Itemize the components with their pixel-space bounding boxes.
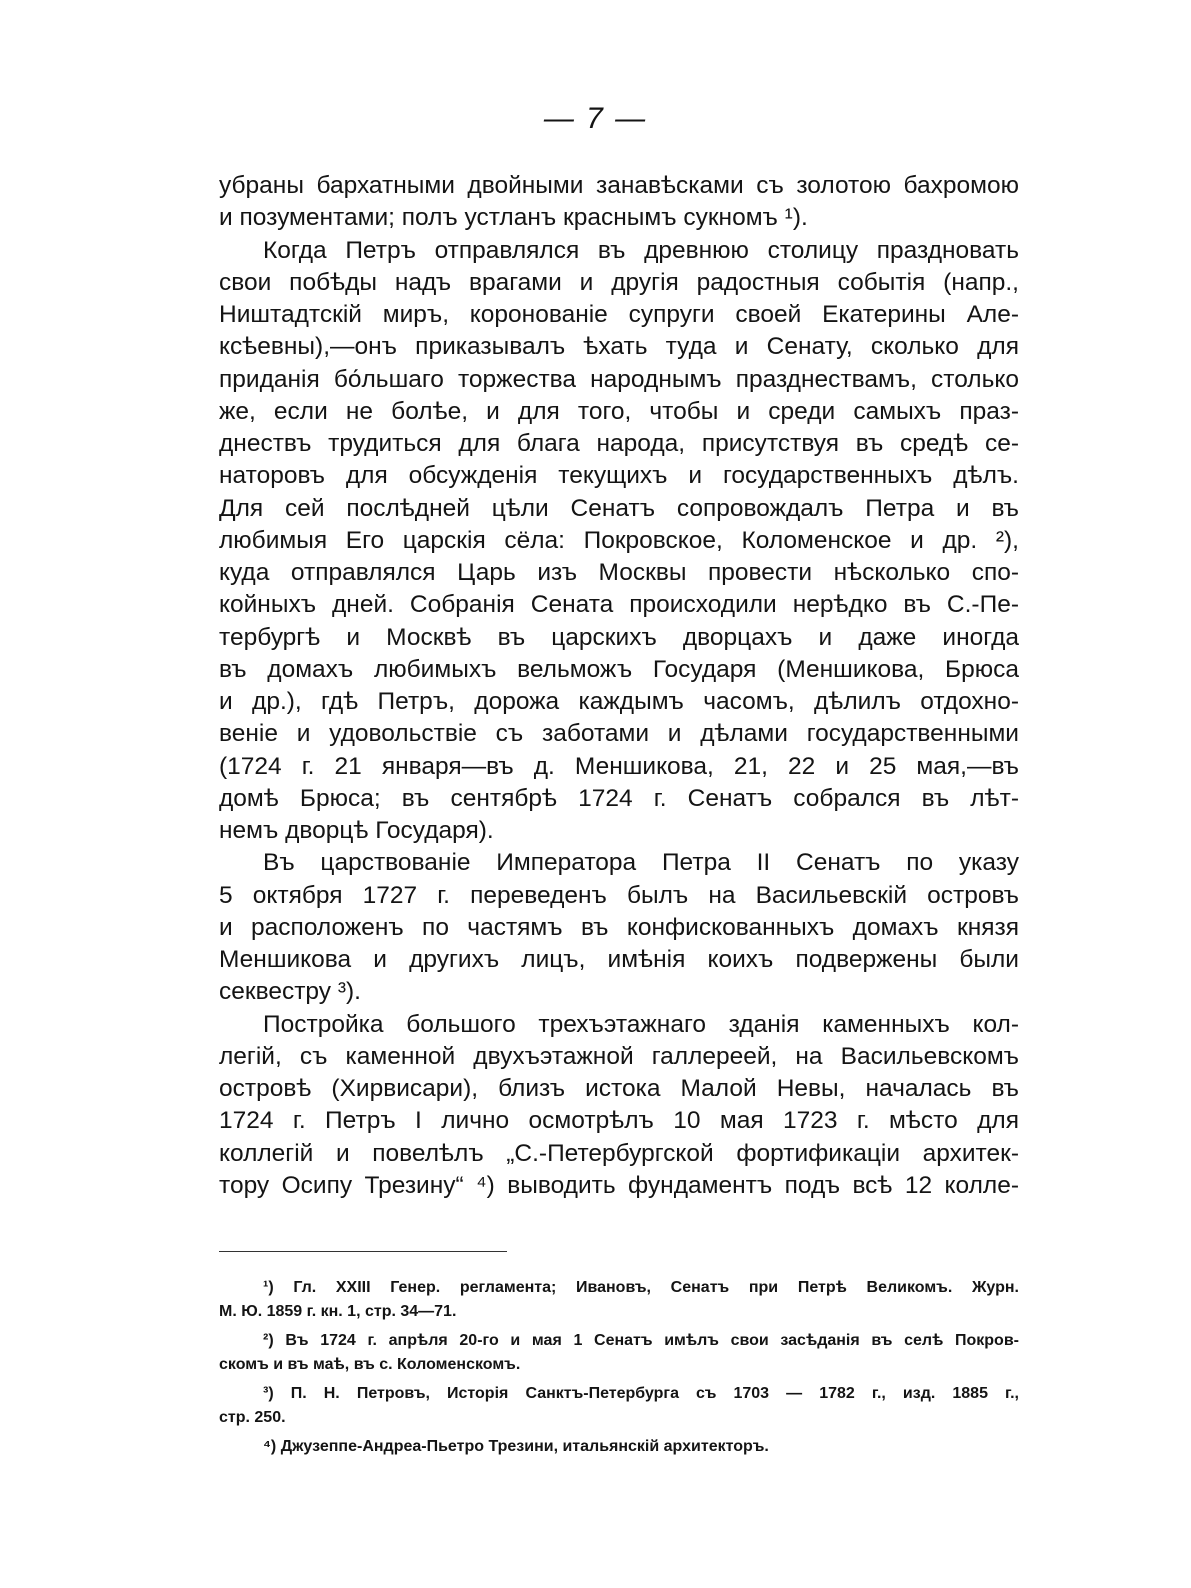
text-line: койныхъ дней. Собранія Сената происходили нерѣдко въ С.-Пе- xyxy=(219,591,1019,619)
text-line: немъ дворцѣ Государя). xyxy=(219,817,494,844)
text-line: домѣ Брюса; въ сентябрѣ 1724 г. Сенатъ собрался въ лѣт- xyxy=(219,784,1019,812)
text-line: тору Осипу Трезину“ ⁴) выводить фундаментъ подъ всѣ 12 колле- xyxy=(219,1171,1019,1199)
footnotes xyxy=(219,1276,1019,1459)
footnote-3 xyxy=(219,1382,1019,1429)
footnote-1 xyxy=(219,1276,1019,1323)
text-line: 5 октября 1727 г. переведенъ былъ на Васильевскій островъ xyxy=(219,881,1019,909)
footnote-line: М. Ю. 1859 г. кн. 1, стр. 34—71. xyxy=(219,1302,457,1320)
text-line: днествъ трудиться для блага народа, присутствуя въ средѣ се- xyxy=(219,430,1019,457)
text-line: (1724 г. 21 января—въ д. Меншикова, 21, 22 и 25 мая,—въ xyxy=(219,752,1019,780)
text-line: и расположенъ по частямъ въ конфискованныхъ домахъ князя xyxy=(219,913,1019,941)
text-line: секвестру ³). xyxy=(219,978,361,1006)
text-line: ксѣевны),—онъ приказывалъ ѣхать туда и Сенату, сколько для xyxy=(219,333,1019,361)
text-line: и др.), гдѣ Петръ, дорожа каждымъ часомъ, дѣлилъ отдохно- xyxy=(219,688,1019,715)
text-line: убраны бархатными двойными занавѣсками съ золотою бахромою xyxy=(219,172,1019,199)
text-line: Для сей послѣдней цѣли Сенатъ сопровождалъ Петра и въ xyxy=(219,494,1019,522)
footnote-line: стр. 250. xyxy=(219,1408,286,1426)
text-line: Когда Петръ отправлялся въ древнюю столицу праздновать xyxy=(263,236,1019,264)
text-line: Меншикова и другихъ лицъ, имѣнія коихъ подвержены были xyxy=(219,946,1019,973)
text-line: же, если не болѣе, и для того, чтобы и среди самыхъ праз- xyxy=(219,397,1019,425)
text-line: веніе и удовольствіе съ заботами и дѣлами государственными xyxy=(219,720,1019,748)
text-line: въ домахъ любимыхъ вельможъ Государя (Меншикова, Брюса xyxy=(219,655,1019,683)
text-line: коллегій и повелѣлъ „С.-Петербургской фортификаціи архитек- xyxy=(219,1139,1019,1167)
text-line: тербургѣ и Москвѣ въ царскихъ дворцахъ и даже иногда xyxy=(219,623,1019,651)
text-line: Ништадтскій миръ, коронованіе супруги своей Екатерины Але- xyxy=(219,301,1019,328)
text-line: и позументами; полъ устланъ краснымъ сукномъ ¹). xyxy=(219,204,808,232)
footnote-line: ⁴) Джузеппе-Андреа-Пьетро Трезини, итальянскій архитекторъ. xyxy=(263,1438,769,1455)
footnote-4 xyxy=(219,1435,1019,1459)
footnote-line: ³) П. Н. Петровъ, Исторія Санктъ-Петербурга съ 1703 — 1782 г., изд. 1885 г., xyxy=(263,1385,1019,1402)
page-number: — 7 — xyxy=(543,102,648,135)
text-line: свои побѣды надъ врагами и другія радостныя событія (напр., xyxy=(219,268,1019,296)
text-line: легій, съ каменной двухъэтажной галлереей, на Васильевскомъ xyxy=(219,1042,1019,1070)
text-line: Въ царствованіе Императора Петра II Сенатъ по указу xyxy=(263,849,1019,877)
footnote-2 xyxy=(219,1329,1019,1376)
text-line: островѣ (Хирвисари), близъ истока Малой Невы, началась въ xyxy=(219,1075,1019,1102)
text-line: куда отправлялся Царь изъ Москвы провести нѣсколько спо- xyxy=(219,559,1019,586)
text-line: наторовъ для обсужденія текущихъ и государственныхъ дѣлъ. xyxy=(219,462,1019,490)
paragraph-2 xyxy=(219,235,1019,848)
text-line: Постройка большого трехъэтажнаго зданія каменныхъ кол- xyxy=(263,1010,1019,1038)
main-text xyxy=(219,170,1019,1202)
footnote-separator-rule xyxy=(219,1251,507,1252)
footnote-line: ¹) Гл. XXIII Генер. регламента; Ивановъ, Сенатъ при Петрѣ Великомъ. Журн. xyxy=(263,1279,1019,1296)
paragraph-1 xyxy=(219,170,1019,235)
text-line: приданія бо́льшаго торжества народнымъ празднествамъ, столько xyxy=(219,365,1019,393)
text-line: любимыя Его царскія сёла: Покровское, Коломенское и др. ²), xyxy=(219,526,1019,554)
footnote-line: ²) Въ 1724 г. апрѣля 20-го и мая 1 Сенатъ имѣлъ свои засѣданія въ селѣ Покров- xyxy=(263,1332,1019,1349)
footnote-line: скомъ и въ маѣ, въ с. Коломенскомъ. xyxy=(219,1355,521,1373)
text-line: 1724 г. Петръ I лично осмотрѣлъ 10 мая 1723 г. мѣсто для xyxy=(219,1107,1019,1135)
paragraph-3 xyxy=(219,847,1019,1008)
paragraph-4 xyxy=(219,1009,1019,1203)
